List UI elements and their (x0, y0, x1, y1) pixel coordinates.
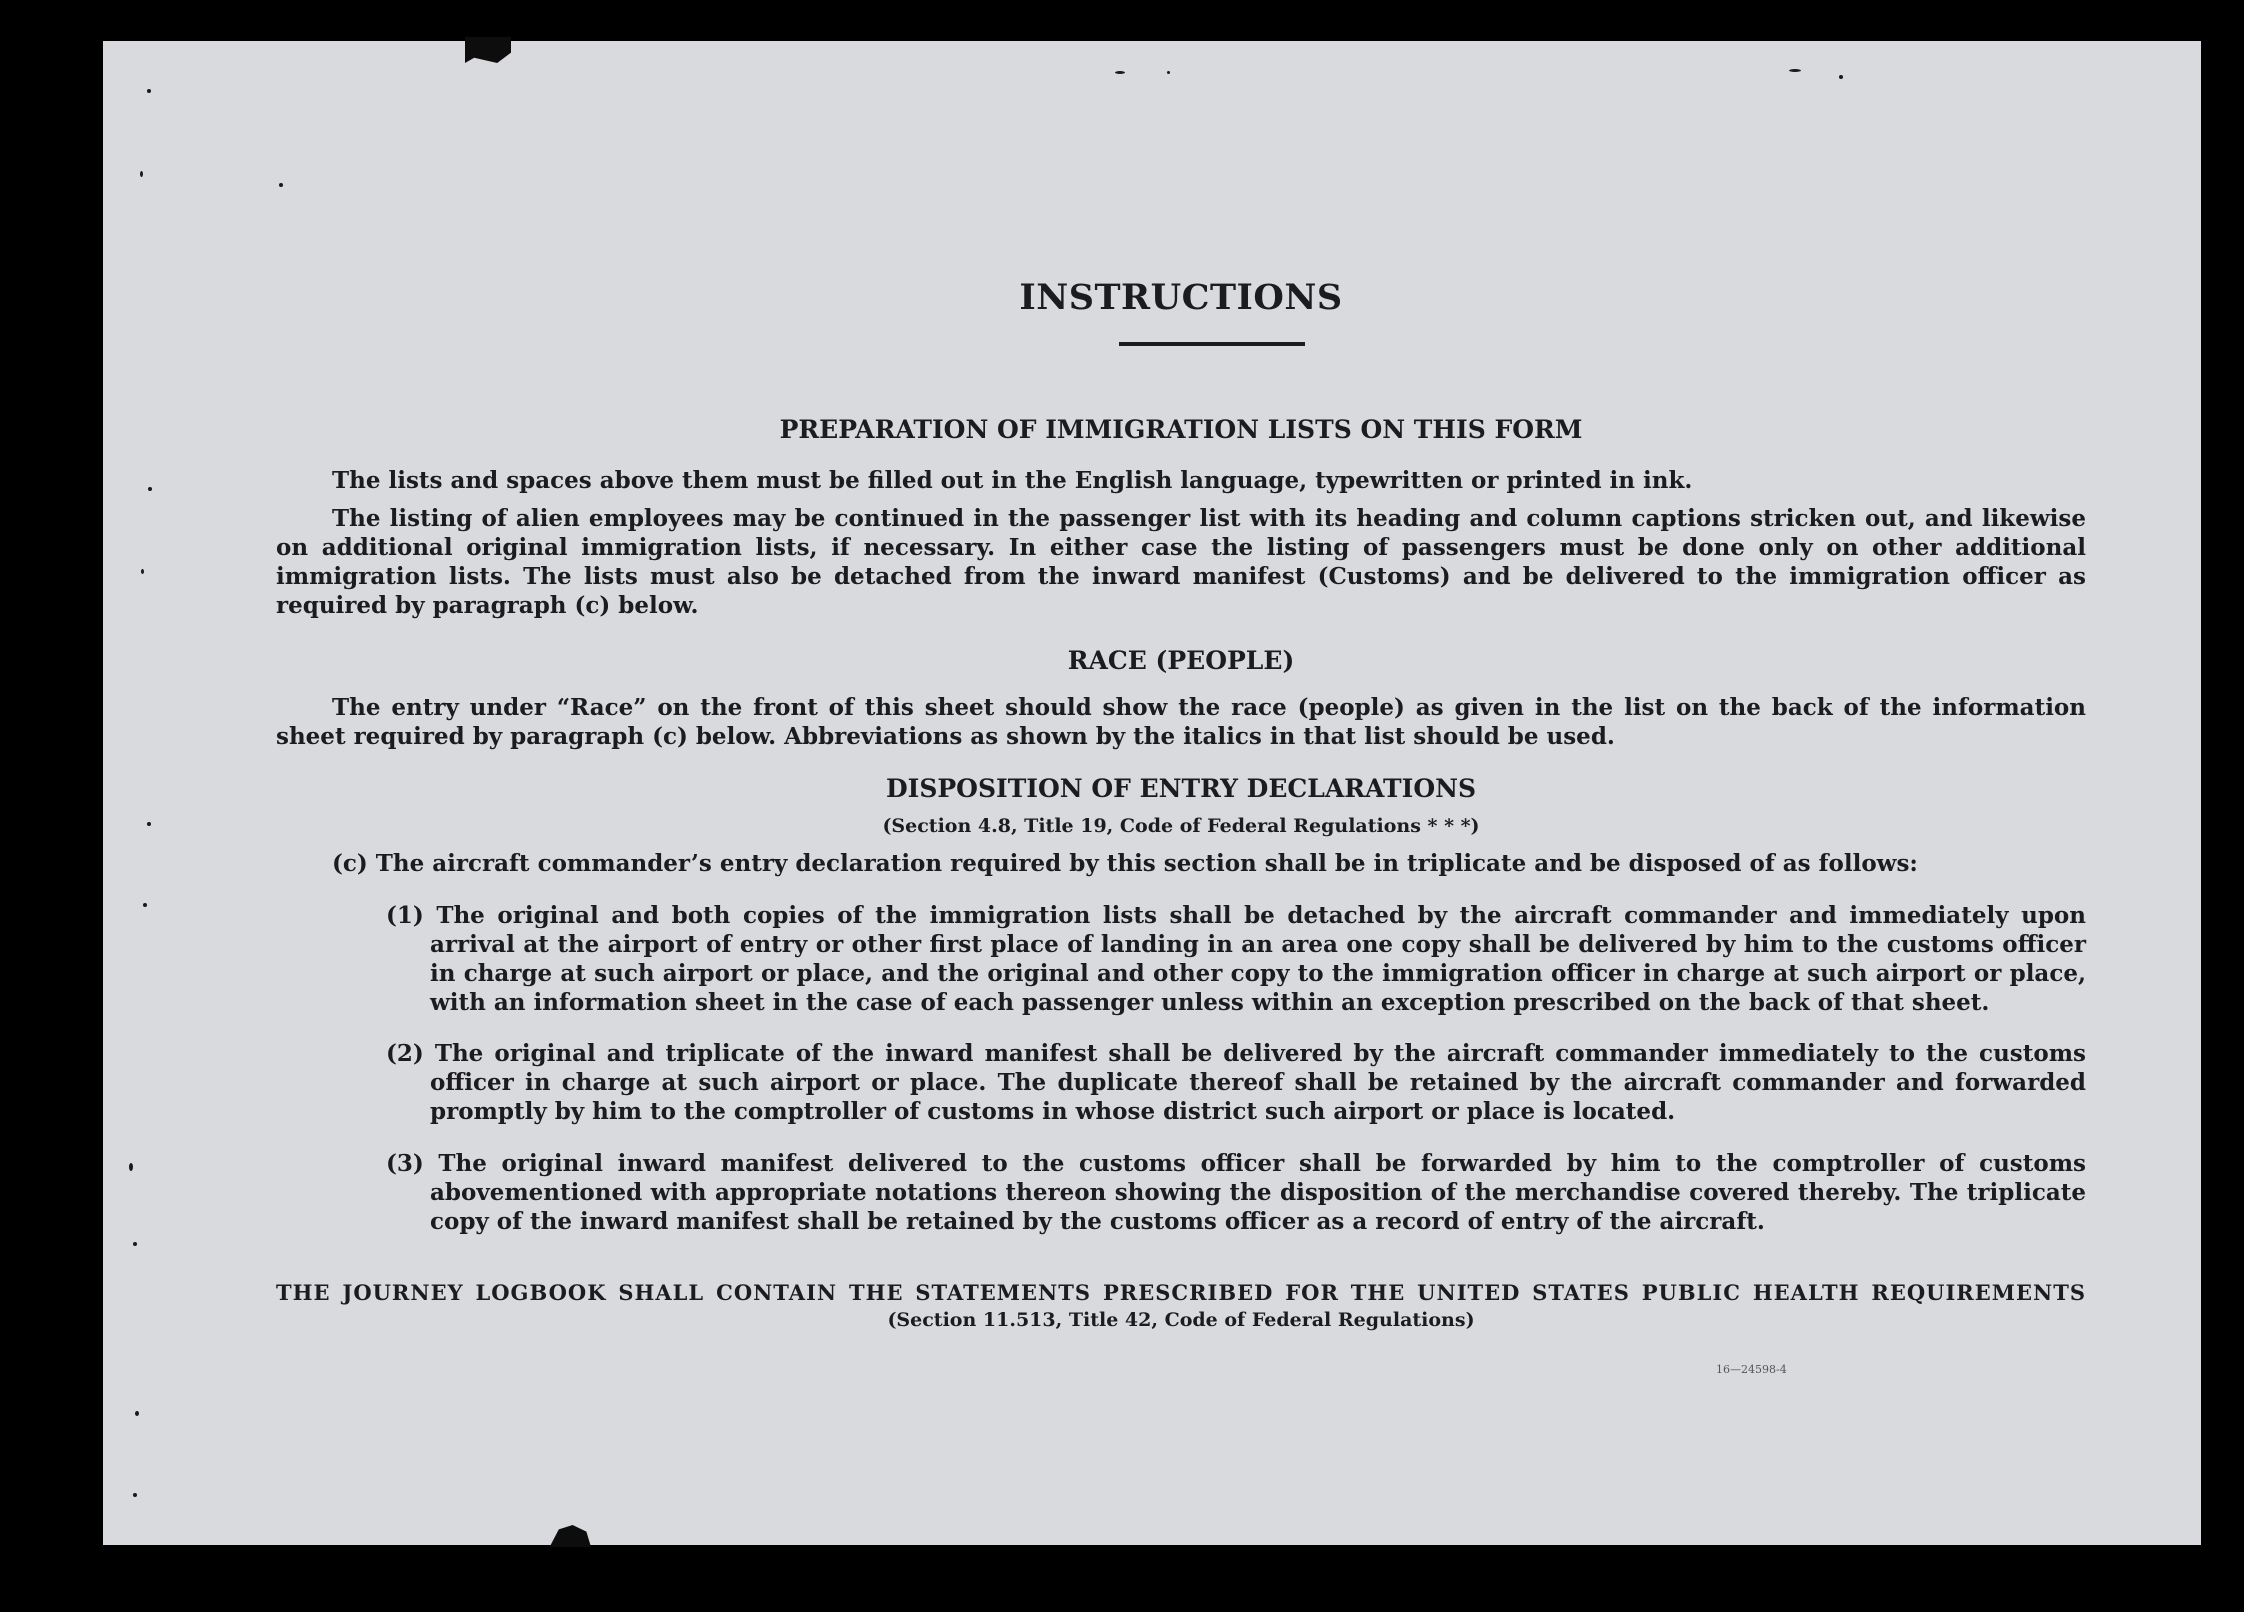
scan-speck (1789, 69, 1801, 72)
scan-speck (141, 569, 144, 574)
scan-speck (143, 903, 147, 907)
paragraph-language-requirement (276, 466, 2086, 495)
list-item-1: (1) The original and both copies of the immigration lists shall be detached by the aircraft commander and immediately upon arrival at the airport of entry or other first place of landing in an area one copy shall be delivered by him to the customs officer in charge at such airport or place, and the original and other copy to the immigration officer in charge at such airport or place, with an information sheet in the case of each passenger unless within an exception prescribed on the back of that sheet. (386, 902, 2086, 1016)
torn-edge-bottom (545, 1525, 591, 1547)
paragraph-text: The lists and spaces above them must be filled out in the English language, typewritten or printed in ink. (332, 467, 1693, 494)
paragraph-c-intro: (c) The aircraft commander’s entry declaration required by this section shall be in triplicate and be disposed of as follows: (332, 850, 1918, 877)
document-sheet (103, 41, 2201, 1545)
scan-speck (133, 1493, 137, 1497)
section-heading-disposition: DISPOSITION OF ENTRY DECLARATIONS (885, 774, 1477, 803)
section-heading-race: RACE (PEOPLE) (1067, 646, 1295, 675)
footer-citation: (Section 11.513, Title 42, Code of Federal Regulations) (887, 1309, 1475, 1331)
form-number: 16—24598-4 (1716, 1363, 1787, 1376)
paragraph-text: The listing of alien employees may be continued in the passenger list with its heading and column captions stricken out, and likewise on additional original immigration lists, if necessary. In either case the listing of passengers must be done only on other additional immigration lists. The lists must also be detached from the inward manifest (Customs) and be delivered to the immigration officer as required by paragraph (c) below. (276, 505, 2086, 619)
paragraph-alien-employees (276, 504, 2086, 620)
scan-speck (140, 171, 143, 177)
paragraph-race-entry (276, 693, 2086, 751)
scan-speck (147, 822, 151, 826)
scan-speck (135, 1411, 139, 1416)
scan-speck (279, 183, 283, 187)
section-citation: (Section 4.8, Title 19, Code of Federal Regulations * * *) (882, 815, 1480, 837)
scan-speck (1839, 75, 1843, 79)
list-item-3: (3) The original inward manifest delivered to the customs officer shall be forwarded by him to the comptroller of customs abovementioned with appropriate notations thereon showing the disposition of the merchandise covered thereby. The triplicate copy of the inward manifest shall be retained by the customs officer as a record of entry of the aircraft. (386, 1150, 2086, 1235)
section-heading-immigration-lists: PREPARATION OF IMMIGRATION LISTS ON THIS FORM (779, 415, 1583, 444)
scan-speck (1115, 71, 1125, 74)
scan-speck (129, 1163, 133, 1171)
scan-speck (147, 89, 151, 93)
paragraph-text: The entry under “Race” on the front of this sheet should show the race (people) as given in the list on the back of the information sheet required by paragraph (c) below. Abbreviations as shown by the italics in that list should be used. (276, 694, 2086, 750)
scan-speck (133, 1242, 137, 1246)
title-underline (1119, 342, 1305, 346)
scan-speck (148, 487, 152, 491)
footer-statement: THE JOURNEY LOGBOOK SHALL CONTAIN THE STATEMENTS PRESCRIBED FOR THE UNITED STATES PUBLIC HEALTH REQUIREMENTS (276, 1280, 2086, 1305)
scan-speck (1167, 71, 1170, 74)
page-title: INSTRUCTIONS (1019, 277, 1343, 318)
torn-edge-top (465, 37, 511, 63)
list-item-2: (2) The original and triplicate of the inward manifest shall be delivered by the aircraft commander immediately to the customs officer in charge at such airport or place. The duplicate thereof shall be retained by the aircraft commander and forwarded promptly by him to the comptroller of customs in whose district such airport or place is located. (386, 1040, 2086, 1125)
